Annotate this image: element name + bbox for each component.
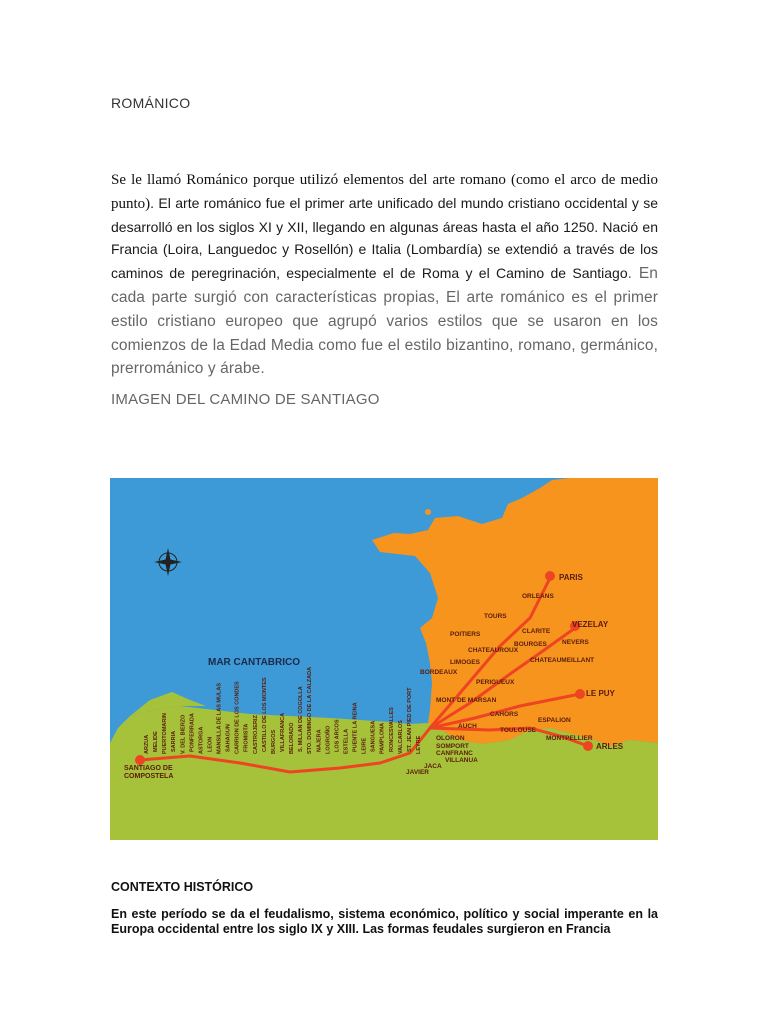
context-body: En este período se da el feudalismo, sistema económico, político y social imperante en la Europa occidental entre los siglo IX y XIII. Las formas feudales surgieron en Francia [111,907,658,936]
city-label: BORDEAUX [420,669,458,676]
town-label: FROMISTA [243,723,250,752]
island [438,518,442,522]
town-label: SANGUESA [370,720,377,752]
city-label: CLARITE [522,628,551,635]
town-label: VALCARLOS [397,720,404,754]
camino-de-santiago-map [110,478,658,840]
city-label: CANFRANC [436,750,473,757]
city-label: AUCH [458,723,477,730]
city-label: JAVIER [406,769,429,776]
town-label: PUENTE LA REINA [352,702,359,752]
town-label: CASTILLO DE LOS MONTES [261,677,268,752]
image-heading: IMAGEN DEL CAMINO DE SANTIAGO [111,391,380,408]
town-label: BURGOS [270,729,277,754]
town-label: BELORADO [289,722,296,754]
city-label: COMPOSTELA [124,773,174,780]
city-label: JACA [424,763,442,770]
intro-sans-text: . El arte románico fue el primer arte unificado del mundo cristiano occidental y se desarrolló en los siglos XI y XII, llegando en algunas áreas hasta el año 1250. Nació en Francia (Loira, Languedoc y Rosellón) e Italia (Lombardía) [111,194,658,258]
town-label: SARRIA [171,730,178,752]
city-label: LE PUY [586,689,615,698]
city-label: SANTIAGO DE [124,765,173,772]
town-label: ST. JEAN PIED DE PORT [406,687,413,752]
city-label: POITIERS [450,631,481,638]
city-label: TOURS [484,613,507,620]
city-label: SOMPORT [436,743,469,750]
intro-serif-text-2: se [482,242,500,259]
intro-gray-text: . En cada parte surgió con características propias, El arte románico es el primer estilo cristiano europeo que agrupó varios estilos que se usaron en los comienzos de la Edad Media como fue el estilo bizantino, romano, germánico, prerrománico y árabe. [111,265,658,378]
city-label: VILLANUA [445,757,478,764]
city-label: LIMOGES [450,659,480,666]
town-label: ASTORGA [198,726,205,754]
island [425,509,431,515]
town-label: LOS ARCOS [334,719,341,752]
town-label: LOGROÑO [325,725,332,754]
intro-sans-text-2: extendió a través de los caminos de peregrinación, especialmente el de Roma y el Camino de Santiago [111,241,658,282]
town-label: STO. DOMINGO DE LA CALZADA [307,666,314,754]
town-label: CARRION DE LOS CONDES [234,681,241,754]
city-label: VEZELAY [572,620,609,629]
document-title: ROMÁNICO [111,95,191,111]
town-label: LEON [207,736,214,752]
town-label: PONFERRADA [189,713,196,752]
city-label: CHATEAUROUX [468,647,519,654]
town-label: S. MILLAN DE COGOLLA [298,686,305,752]
town-label: ARZUA [144,734,150,754]
town-label: LEYRE [416,735,422,754]
town-label: MELIDE [153,731,160,752]
city-label: CHATEAUMEILLANT [530,657,595,664]
city-label: PARIS [559,573,583,582]
town-label: LEIRE [361,737,368,754]
town-label: NAJERA [316,729,323,752]
city-label: ARLES [596,742,624,751]
intro-serif-text: Se le llamó Románico porque utilizó elementos del arte romano (como el arco de medio punto) [111,172,658,212]
town-label: PAMPLONA [379,722,386,754]
city-label: MONT DE MARSAN [436,697,497,704]
town-label: VILLAFRANCA [280,712,286,752]
town-label: PUERTOMARIN [162,713,169,754]
town-label: CASTROJERIZ [252,715,259,754]
context-title: CONTEXTO HISTÓRICO [111,880,254,894]
city-label: BOURGES [514,641,547,648]
city-label: NEVERS [562,639,589,646]
town-label: RONCESVALLES [388,707,395,752]
city-label: ORLEANS [522,593,554,600]
town-label: ESTELLA [343,728,350,754]
intro-paragraph [111,168,658,381]
city-label: OLORON [436,735,465,742]
city-label: PERIGUEUX [476,679,515,686]
city-label: TOULOUSE [500,727,536,734]
city-label: MONTPELLIER [546,735,593,742]
town-label: SAHAGUN [225,724,232,752]
sea-label: MAR CANTABRICO [208,657,301,668]
city-label: ESPALION [538,717,571,724]
city-label: CAHORS [490,711,519,718]
town-label: V. DEL BIERZO [180,714,187,754]
town-label: MANSILLA DE LAS MULAS [216,683,223,754]
